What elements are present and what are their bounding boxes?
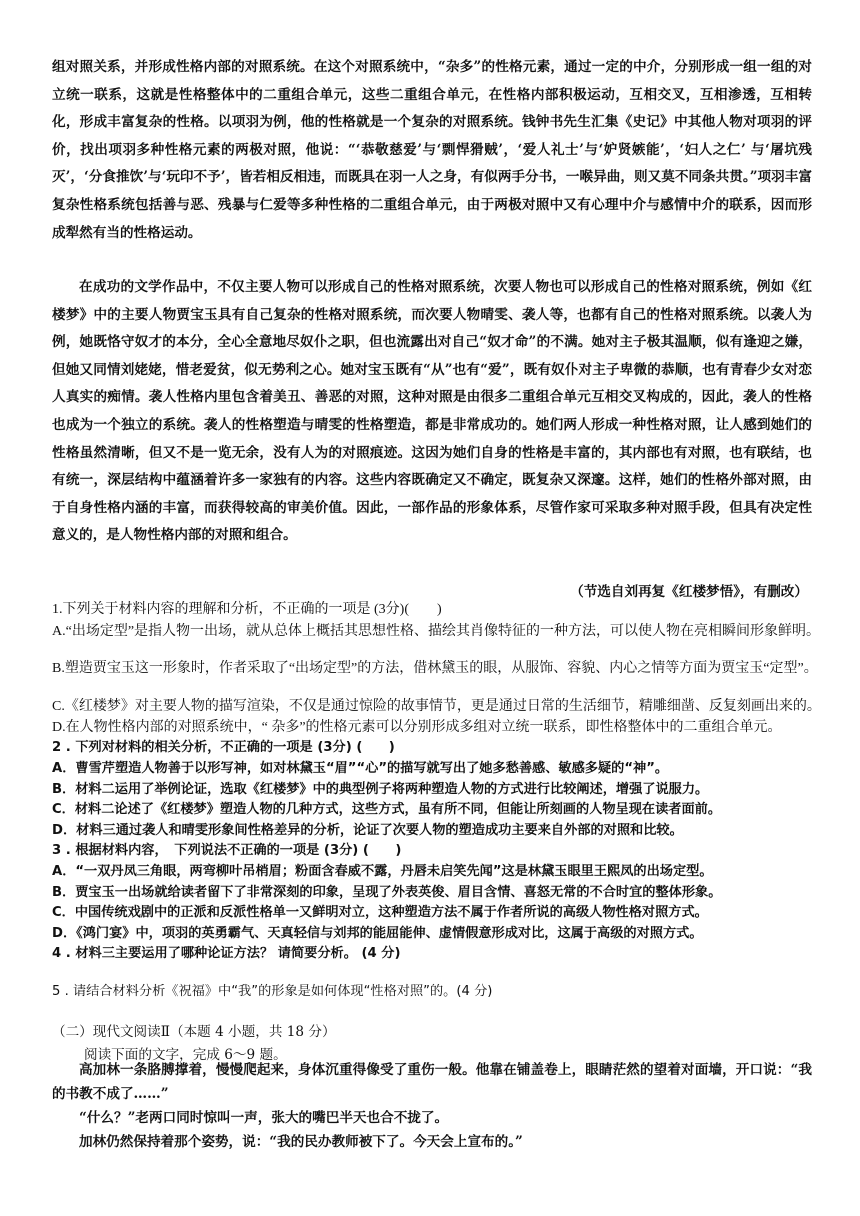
source-citation: （节选自刘再复《红楼梦悟》，有删改）	[570, 584, 808, 600]
question-4: 4 . 材料三主要运用了哪种论证方法？ 请简要分析。 (4 分)	[52, 946, 401, 961]
question-3-stem: 3 . 根据材料内容， 下列说法不正确的一项是 (3分) ( )	[52, 843, 402, 858]
material-paragraph-1: 组对照关系，并形成性格内部的对照系统。在这个对照系统中，“杂多”的性格元素，通过一定的中介，分别形成一组一组的对立统一联系，这就是性格整体中的二重组合单元，这些二重组合单元，在性格内部积极运动，互相交叉，互相渗透，互相转化，形成丰富复杂的性格。以项羽为例，他的性格就是一个复杂的对照系统。钱钟书先生汇集《史记》中其他人物对项羽的评价，找出项羽多种性格元素的两极对照，他说：“‘恭敬慈爱’与‘剽悍猾贼’，‘爱人礼士’与‘妒贤嫉能’，‘妇人之仁’ 与‘屠坑残灭’，‘分食推饮’与‘玩印不予’，皆若相反相违，而既具在羽一人之身，有似两手分书，一喉异曲，则又莫不同条共贯。”项羽丰富复杂性格系统包括善与恶、残暴与仁爱等多种性格的二重组合单元，由于两极对照中又有心理中介与感情中介的联系，因而形成犁然有当的性格运动。	[52, 59, 812, 241]
question-3-option-d: D．《鸿门宴》中，项羽的英勇霸气、天真轻信与刘邦的能屈能伸、虚情假意形成对比，这属于高级的对照方式。	[52, 926, 703, 941]
question-5: 5 . 请结合材料分析《祝福》中“我”的形象是如何体现“性格对照”的。(4 分)	[52, 984, 493, 999]
question-1-option-d: D.在人物性格内部的对照系统中，“ 杂多”的性格元素可以分别形成多组对立统一联系，即性格整体中的二重组合单元。	[52, 720, 782, 735]
question-3-option-a: A．“一双丹凤三角眼，两弯柳叶吊梢眉；粉面含春威不露，丹唇未启笑先闻”这是林黛玉眼里王熙凤的出场定型。	[52, 864, 713, 879]
question-2-stem: 2 . 下列对材料的相关分析，不正确的一项是 (3分) ( )	[52, 740, 395, 755]
question-2-option-b: B．材料二运用了举例论证，选取《红楼梦》中的典型例子将两种塑造人物的方式进行比较阐述，增强了说服力。	[52, 782, 709, 797]
story-paragraph-1: 高加林一条胳膊撑着，慢慢爬起来，身体沉重得像受了重伤一般。他靠在铺盖卷上，眼睛茫然的望着对面墙，开口说：“我的书教不成了……”	[52, 1062, 812, 1102]
question-2-option-c: C．材料二论述了《红楼梦》塑造人物的几种方式，这些方式，虽有所不同，但能让所刻画的人物呈现在读者面前。	[52, 802, 722, 817]
question-3-option-c: C．中国传统戏剧中的正派和反派性格单一又鲜明对立，这种塑造方法不属于作者所说的高级人物性格对照方式。	[52, 905, 708, 920]
question-1-stem: 1.下列关于材料内容的理解和分析，不正确的一项是 (3分)( )	[52, 602, 442, 617]
question-3-option-b: B．贾宝玉一出场就给读者留下了非常深刻的印象，呈现了外表英俊、眉目含情、喜怒无常的不合时宜的整体形象。	[52, 885, 722, 900]
section-2-instruction: 阅读下面的文字，完成 6～9 题。	[84, 1047, 287, 1063]
story-paragraph-2: “什么？”老两口同时惊叫一声，张大的嘴巴半天也合不拢了。	[79, 1110, 449, 1126]
section-2-heading: （二）现代文阅读Ⅱ（本题 4 小题，共 18 分）	[52, 1024, 336, 1040]
question-1-option-a: A.“出场定型”是指人物一出场，就从总体上概括其思想性格、描绘其肖像特征的一种方法，可以使人物在亮相瞬间形象鲜明。	[52, 624, 821, 639]
question-2-option-d: D．材料三通过袭人和晴雯形象间性格差异的分析，论证了次要人物的塑造成功主要来自外部的对照和比较。	[52, 823, 683, 838]
material-paragraph-2: 在成功的文学作品中，不仅主要人物可以形成自己的性格对照系统，次要人物也可以形成自己的性格对照系统，例如《红楼梦》中的主要人物贾宝玉具有自己复杂的性格对照系统，而次要人物晴雯、袭人等，也都有自己的性格对照系统。以袭人为例，她既恪守奴才的本分，全心全意地尽奴仆之职，但也流露出对自己“奴才命”的不满。她对主子极其温顺，似有逢迎之嫌，但她又同情刘姥姥，惜老爱贫，似无势利之心。她对宝玉既有“从”也有“爱”，既有奴仆对主子卑微的恭顺，也有青春少女对恋人真实的痴情。袭人性格内里包含着美丑、善恶的对照，这种对照是由很多二重组合单元互相交叉构成的，因此，袭人的性格也成为一个独立的系统。袭人的性格塑造与晴雯的性格塑造，都是非常成功的。她们两人形成一种性格对照，让人感到她们的性格虽然清晰，但又不是一览无余，没有人为的对照痕迹。这因为她们自身的性格是丰富的，其内部也有对照，也有联结，也有统一，深层结构中蕴涵着许多一家独有的内容。这些内容既确定又不确定，既复杂又深邃。这样，她们的性格外部对照，由于自身性格内涵的丰富，而获得较高的审美价值。因此，一部作品的形象体系，尽管作家可采取多种对照手段，但具有决定性意义的，是人物性格内部的对照和组合。	[52, 279, 812, 544]
question-1-option-c: C.《红楼梦》对主要人物的描写渲染，不仅是通过惊险的故事情节，更是通过日常的生活细节，精雕细凿、反复刻画出来的。	[52, 699, 821, 714]
question-1-option-b: B.塑造贾宝玉这一形象时，作者采取了“出场定型”的方法，借林黛玉的眼，从服饰、容貌、内心之情等方面为贾宝玉“定型”。	[52, 661, 818, 676]
story-paragraph-3: 加林仍然保持着那个姿势，说：“我的民办教师被下了。今天会上宣布的。”	[79, 1134, 523, 1150]
question-2-option-a: A．曹雪芹塑造人物善于以形写神，如对林黛玉“眉”“心”的描写就写出了她多愁善感、敏感多疑的“神”。	[52, 761, 669, 776]
